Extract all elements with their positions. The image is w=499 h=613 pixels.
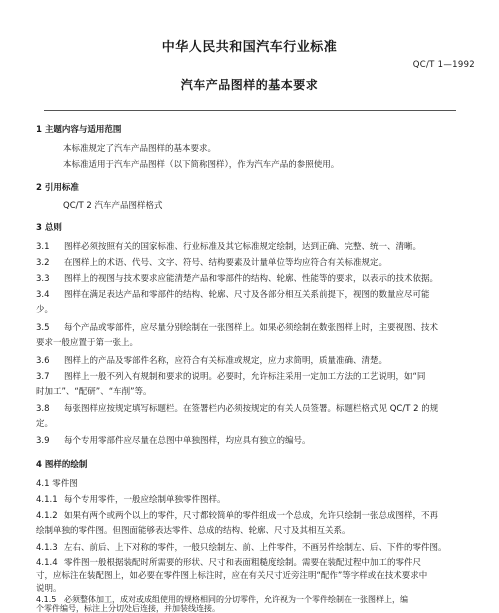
clause-text: 在图样上的术语、代号、文字、符号、结构要素及计量单位等均应符合有关标准规定。 (64, 258, 388, 268)
clause-3-7-cont: 时加工”、“配研”、“车削”等。 (36, 387, 152, 397)
clause-text: 图样在满足表达产品和零部件的结构、轮廓、尺寸及各部分相互关系前提下，视图的数量应尽可能 (64, 290, 430, 300)
section-1-title: 1 主题内容与适用范围 (36, 125, 122, 135)
clause-number: 3.6 (36, 356, 50, 366)
clause-text: 图样必须按照有关的国家标准、行业标准及其它标准规定绘制，达到正确、完整、统一、清晰。 (64, 242, 422, 252)
section-3-title: 3 总则 (36, 223, 62, 233)
standard-title: 中华人民共和国汽车行业标准 (161, 40, 338, 55)
section-4-1-title: 4.1 零件图 (36, 479, 78, 489)
clause-text: 零件图一般根据装配时所需要的形状、尺寸和表面粗糙度绘制。需要在装配过程中加工的零件尺 (64, 558, 422, 568)
clause-3-3 (36, 273, 438, 286)
clause-4-1-5 (36, 596, 408, 604)
clause-number: 4.1.4 (36, 558, 58, 568)
clause-number: 3.7 (36, 372, 50, 382)
clause-number: 3.4 (36, 290, 50, 300)
clause-number: 4.1.2 (36, 511, 58, 521)
clause-4-1-2 (36, 510, 438, 523)
standard-number: QC/T 1—1992 (412, 60, 475, 70)
clause-text: 左右、前后、上下对称的零件，一般只绘制左、前、上件零件，不画另件绘制左、后、下件的零件图。 (64, 543, 447, 553)
section-1-para-2: 本标准适用于汽车产品图样（以下简称图样），作为汽车产品的参照使用。 (63, 160, 340, 170)
clause-3-8 (36, 403, 438, 416)
clause-4-1-3 (36, 542, 447, 555)
clause-4-1-4-cont-1: 寸，应标注在装配图上，如必要在零件图上标注时，应在有关尺寸近旁注明“配作”等字样或在技术要求中 (36, 571, 428, 581)
clause-4-1-5-cont: 个零件编号，标注上分切处后连接，并加装线连接。 (36, 604, 220, 613)
clause-3-8-cont: 定。 (36, 419, 54, 429)
clause-4-1-1 (36, 494, 226, 507)
section-4-title: 4 图样的绘制 (36, 460, 88, 470)
clause-text: 每张图样应按规定填写标题栏。在签署栏内必须按规定的有关人员签署。标题栏格式见 QC/T 2 的规 (64, 404, 439, 414)
clause-3-6 (36, 355, 387, 368)
clause-3-5 (36, 322, 438, 335)
clause-text: 每个专用零部件应尽量在总图中单独图样，均应具有独立的编号。 (64, 436, 311, 446)
clause-text: 必须整体加工，成对或成组使用的规格相同的分切零件，允许视为一个零件绘制在一张图样上，编 (64, 595, 408, 604)
header-divider (44, 110, 456, 111)
clause-3-4-cont: 少。 (36, 305, 54, 315)
clause-text: 每个专用零件，一般应绘制单独零件图样。 (64, 495, 226, 505)
clause-3-9 (36, 435, 311, 448)
clause-3-2 (36, 257, 387, 270)
clause-number: 4.1.5 (36, 595, 57, 604)
section-1-para-1: 本标准规定了汽车产品图样的基本要求。 (63, 144, 217, 154)
clause-3-4 (36, 289, 430, 302)
clause-3-5-cont: 要求一般应置于第一张上。 (36, 338, 139, 348)
clause-number: 3.3 (36, 274, 50, 284)
clause-4-1-4-cont-2: 说明。 (36, 584, 62, 594)
clause-number: 4.1.1 (36, 495, 58, 505)
clause-3-7 (36, 371, 425, 384)
clause-number: 3.8 (36, 404, 50, 414)
clause-text: 如果有两个或两个以上的零件，尺寸都较简单的零件组成一个总成，允许只绘制一张总成图样，不再 (64, 511, 439, 521)
document-title: 汽车产品图样的基本要求 (180, 78, 319, 92)
clause-number: 4.1.3 (36, 543, 58, 553)
clause-number: 3.9 (36, 436, 50, 446)
clause-text: 每个产品或零部件，应尽量分别绘制在一张图样上。如果必须绘制在数张图样上时，主要视图、技术 (64, 323, 439, 333)
clause-number: 3.5 (36, 323, 50, 333)
clause-number: 3.1 (36, 242, 50, 252)
clause-3-1 (36, 241, 421, 254)
clause-text: 图样上的产品及零部件名称，应符合有关标准或规定，应力求简明，质量准确、清楚。 (64, 356, 388, 366)
section-2-title: 2 引用标准 (36, 183, 79, 193)
clause-number: 3.2 (36, 258, 50, 268)
clause-4-1-2-cont: 绘制单独的零件图。但图面能够表达零件、总成的结构、轮廓、尺寸及其相互关系。 (36, 526, 351, 536)
clause-4-1-4 (36, 557, 421, 570)
clause-text: 图样上一般不列入有规制和要求的说明。必要时，允许标注采用一定加工方法的工艺说明，如“同 (64, 372, 426, 382)
clause-text: 图样上的视图与技术要求应能清楚产品和零部件的结构、轮廓、性能等的要求，以表示的技术依据。 (64, 274, 439, 284)
section-2-reference: QC/T 2 汽车产品图样格式 (63, 201, 163, 211)
